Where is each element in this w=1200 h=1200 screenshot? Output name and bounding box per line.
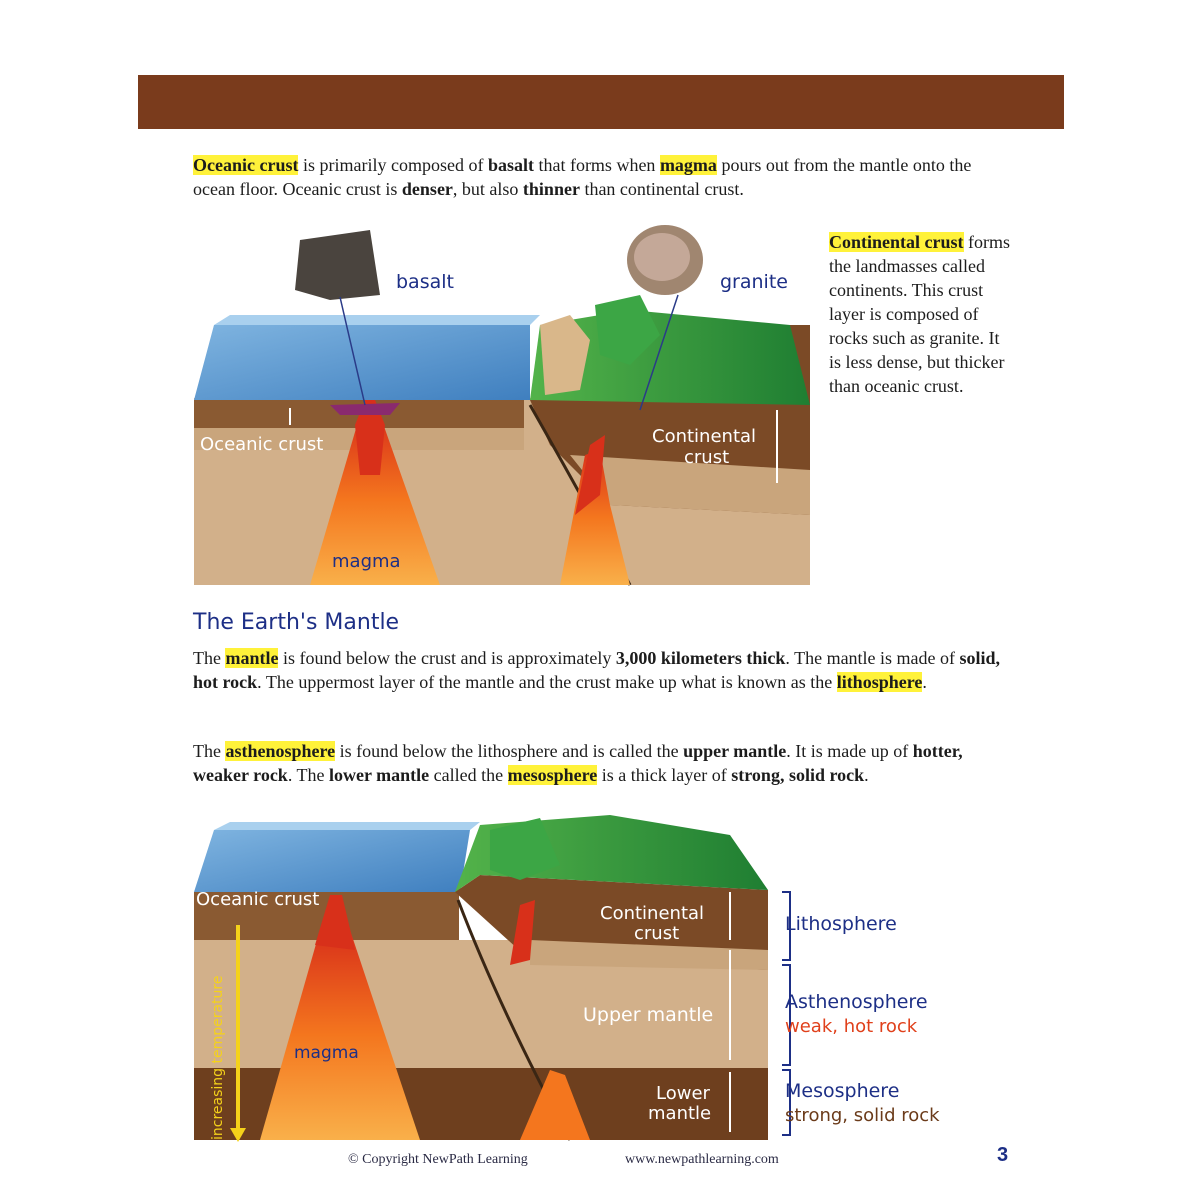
ocean-water: [194, 830, 470, 892]
lower-mantle-line1: Lower: [656, 1083, 710, 1104]
oceanic-crust-label: Oceanic crust: [196, 889, 320, 910]
website-link[interactable]: www.newpathlearning.com: [625, 1152, 779, 1167]
mantle-paragraph: The mantle is found below the crust and is approximately 3,000 kilometers thick. The mantle is made of solid, hot rock. The uppermost layer of the mantle and the crust make up what is known as the lithosphere.: [193, 648, 1001, 692]
page-number: 3: [997, 1144, 1009, 1166]
magma-label: magma: [332, 551, 401, 572]
asthenosphere-paragraph: The asthenosphere is found below the lithosphere and is called the upper mantle. It is made up of hotter, weaker rock. The lower mantle called the mesosphere is a thick layer of strong, solid rock.: [193, 741, 963, 785]
lower-mantle-line2: mantle: [648, 1103, 712, 1124]
continental-label-line1: Continental: [652, 426, 757, 447]
continental-crust-paragraph: Continental crust forms the landmasses called continents. This crust layer is composed of rocks such as granite. It is less dense, but thicker than oceanic crust.: [829, 232, 1010, 396]
basalt-rock: [295, 230, 380, 300]
asthenosphere-label: Asthenosphere: [785, 991, 928, 1013]
continental-label-line1: Continental: [600, 903, 705, 924]
continental-label-line2: crust: [634, 923, 680, 944]
basalt-label: basalt: [396, 271, 454, 293]
crust-diagram: [190, 215, 815, 590]
term-oceanic-crust: Oceanic crust: [193, 155, 299, 175]
term-asthenosphere: asthenosphere: [225, 741, 336, 761]
term-mantle: mantle: [225, 648, 279, 668]
copyright-text: © Copyright NewPath Learning: [348, 1152, 528, 1167]
magma-label: magma: [294, 1043, 359, 1063]
increasing-temperature-label: increasing temperature: [210, 975, 226, 1140]
term-lithosphere: lithosphere: [836, 672, 923, 692]
term-magma: magma: [659, 155, 717, 175]
header-banner: [138, 75, 1064, 129]
mesosphere-label: Mesosphere: [785, 1080, 900, 1102]
oceanic-crust-label: Oceanic crust: [200, 434, 324, 455]
asthenosphere-desc: weak, hot rock: [785, 1016, 918, 1037]
upper-mantle-label: Upper mantle: [583, 1004, 714, 1026]
term-mesosphere: mesosphere: [507, 765, 598, 785]
section-heading: The Earth's Mantle: [193, 610, 400, 635]
oceanic-crust-paragraph: Oceanic crust is primarily composed of basalt that forms when magma pours out from the mantle onto the ocean floor. Oceanic crust is denser, but also thinner than continental crust.: [193, 155, 972, 199]
mesosphere-desc: strong, solid rock: [785, 1105, 940, 1126]
mantle-diagram: [190, 810, 970, 1145]
term-continental-crust: Continental crust: [829, 232, 964, 252]
lithosphere-label: Lithosphere: [785, 913, 897, 935]
continental-label-line2: crust: [684, 447, 730, 468]
granite-label: granite: [720, 271, 788, 293]
